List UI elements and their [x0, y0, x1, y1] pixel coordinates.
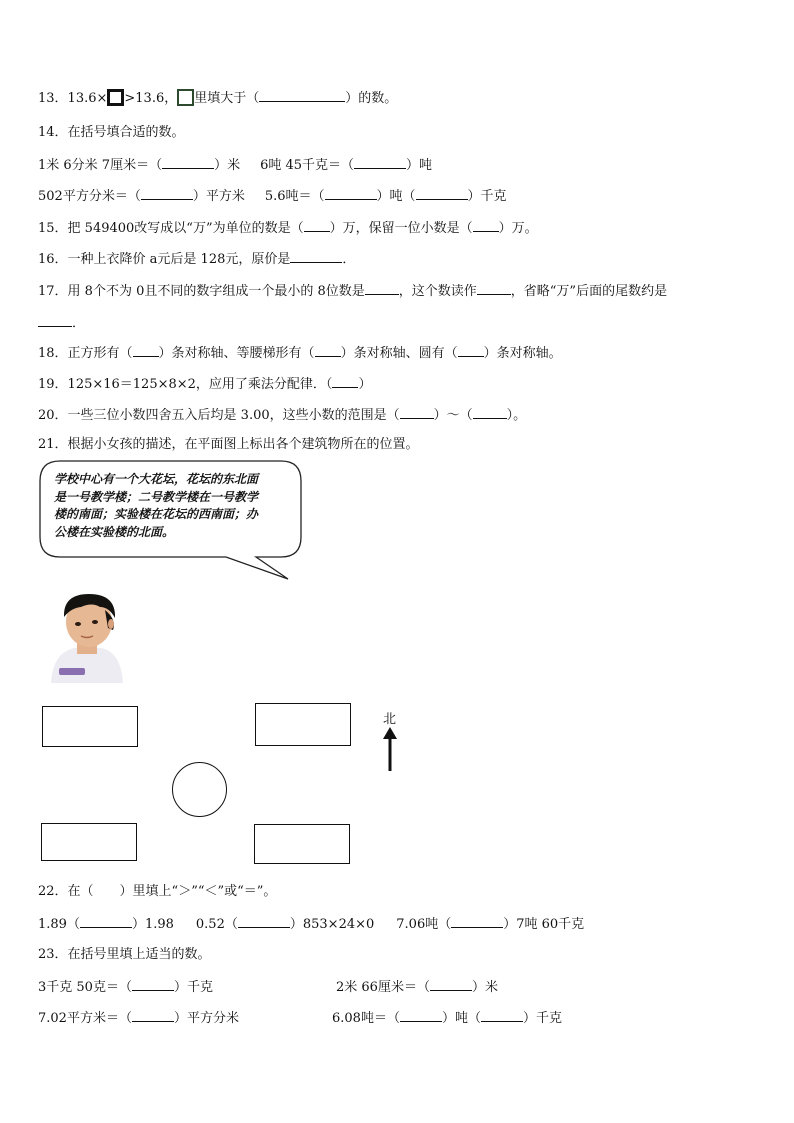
answer-blank[interactable] — [481, 1008, 523, 1022]
answer-blank[interactable] — [132, 977, 174, 991]
question-17-cont: ． — [38, 313, 85, 333]
question-23-row2-right: 6.08吨＝（ ）吨（ ）千克 — [332, 1008, 562, 1028]
child-illustration — [45, 590, 127, 683]
question-23-row1-right: 2米 66厘米＝（ ）米 — [336, 977, 498, 997]
answer-blank[interactable] — [162, 155, 214, 169]
question-14-row1: 1米 6分米 7厘米＝（ ）米 6吨 45千克＝（ ）吨 — [38, 155, 432, 175]
question-14-row2: 502平方分米＝（ ）平方米 5.6吨＝（ ）吨（ ）千克 — [38, 186, 507, 206]
answer-blank[interactable] — [132, 1008, 174, 1022]
answer-blank[interactable] — [473, 218, 499, 232]
building-box[interactable] — [42, 706, 138, 747]
question-23-row2-left: 7.02平方米＝（ ）平方分米 — [38, 1008, 239, 1028]
question-13: 13．13.6× >13.6， 里填大于（ ）的数。 — [38, 88, 397, 108]
answer-blank[interactable] — [259, 88, 345, 102]
answer-blank[interactable] — [238, 914, 290, 928]
answer-box[interactable] — [107, 89, 124, 106]
bubble-text: 学校中心有一个大花坛，花坛的东北面 是一号教学楼；二号教学楼在一号教学 楼的南面；实验楼在花坛的西南面；办 公楼在实验楼的北面。 — [54, 472, 259, 539]
answer-blank[interactable] — [141, 186, 193, 200]
answer-blank[interactable] — [451, 914, 503, 928]
answer-blank[interactable] — [400, 1008, 442, 1022]
question-20: 20．一些三位小数四舍五入后均是 3.00，这些小数的范围是（ ）～（ ）。 — [38, 405, 526, 425]
question-23-row1-left: 3千克 50克＝（ ）千克 — [38, 977, 213, 997]
flower-bed-circle[interactable] — [172, 762, 227, 817]
building-box[interactable] — [255, 703, 351, 746]
question-23-title: 23．在括号里填上适当的数。 — [38, 947, 211, 962]
answer-blank[interactable] — [332, 374, 358, 388]
answer-blank[interactable] — [473, 405, 507, 419]
question-21-title: 21．根据小女孩的描述，在平面图上标出各个建筑物所在的位置。 — [38, 437, 419, 452]
answer-blank[interactable] — [325, 186, 377, 200]
question-14-title: 14．在括号填合适的数。 — [38, 125, 185, 140]
answer-blank[interactable] — [365, 281, 399, 295]
answer-blank[interactable] — [80, 914, 132, 928]
answer-blank[interactable] — [304, 218, 330, 232]
answer-blank[interactable] — [400, 405, 434, 419]
building-box[interactable] — [41, 823, 137, 861]
answer-blank[interactable] — [38, 313, 72, 327]
answer-blank[interactable] — [458, 343, 484, 357]
question-22-title: 22．在（ ）里填上“＞”“＜”或“＝”。 — [38, 884, 277, 899]
answer-blank[interactable] — [354, 155, 406, 169]
answer-blank[interactable] — [430, 977, 472, 991]
answer-blank[interactable] — [290, 249, 342, 263]
answer-blank[interactable] — [133, 343, 159, 357]
question-16: 16．一种上衣降价 a元后是 128元，原价是 ． — [38, 249, 355, 269]
question-19: 19．125×16＝125×8×2，应用了乘法分配律．（ ） — [38, 374, 371, 394]
answer-blank[interactable] — [477, 281, 511, 295]
answer-box[interactable] — [177, 89, 194, 106]
question-18: 18．正方形有（ ）条对称轴、等腰梯形有（ ）条对称轴、圆有（ ）条对称轴。 — [38, 343, 562, 363]
question-22-row: 1.89（ ）1.98 0.52（ ）853×24×0 7.06吨（ ）7吨 60千克 — [38, 914, 584, 934]
answer-blank[interactable] — [416, 186, 468, 200]
building-box[interactable] — [254, 824, 350, 864]
answer-blank[interactable] — [315, 343, 341, 357]
north-label: 北 — [383, 712, 397, 727]
north-arrow-icon — [382, 727, 398, 771]
question-15: 15．把 549400改写成以“万”为单位的数是（ ）万，保留一位小数是（ ）万。 — [38, 218, 538, 238]
question-17: 17．用 8个不为 0且不同的数字组成一个最小的 8位数是 ，这个数读作 ，省略“万”后面的尾数约是 — [38, 281, 667, 301]
